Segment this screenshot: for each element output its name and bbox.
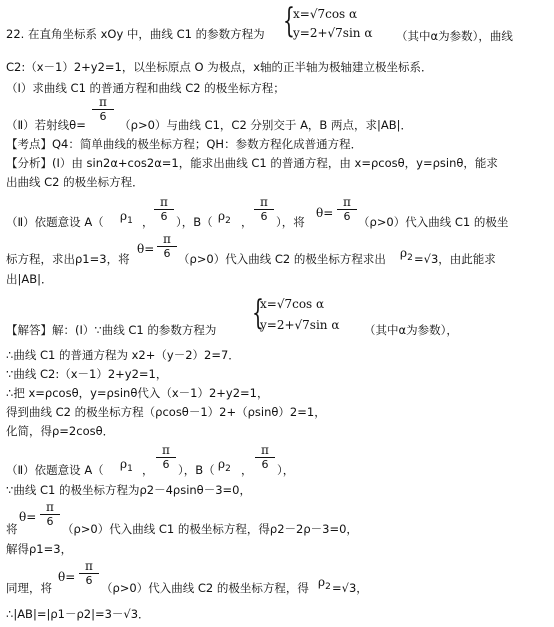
rho: ρ	[218, 209, 226, 223]
solution-line: 同理，将	[6, 581, 52, 595]
denominator: 6	[254, 209, 274, 223]
solution-line: ∴把 x=ρcosθ，y=ρsinθ代入（x－1）2+y2=1，	[6, 386, 269, 400]
problem-line-4	[6, 117, 412, 133]
problem-line-1-tail: （其中α为参数），曲线	[396, 29, 513, 43]
text: ），	[277, 463, 295, 477]
denominator: 6	[79, 573, 99, 587]
denominator: 6	[92, 109, 114, 123]
numerator: π	[46, 500, 54, 514]
fenxi-line-4: 标方程，求出ρ1=3，将	[6, 252, 130, 266]
theta-eq: θ=	[137, 242, 155, 256]
text: =√3，由此能求	[414, 252, 496, 266]
fraction-pi-over-6	[40, 501, 60, 528]
solution-line: ∴曲线 C1 的普通方程为 x2+（y－2）2=7．	[6, 348, 240, 362]
rho-2	[218, 457, 231, 474]
text: （ρ>0）代入曲线 C1 的极坐标方程，得ρ2－2ρ－3=0，	[62, 522, 358, 536]
fenxi-line-5: 出|AB|．	[6, 272, 53, 286]
rho: ρ	[218, 457, 226, 471]
numerator: π	[261, 443, 269, 457]
jieda-line: 【解答】解：(Ⅰ）∵曲线 C1 的参数方程为	[6, 323, 217, 337]
fenxi-line-2: 出曲线 C2 的极坐标方程．	[6, 175, 144, 189]
fraction-pi-over-6	[79, 560, 99, 587]
denominator: 6	[255, 457, 275, 471]
sub: 2	[225, 464, 231, 474]
text: =√3，	[332, 581, 368, 595]
fraction-pi-over-6	[157, 233, 177, 260]
solution-line: （Ⅱ）依题意设 A（	[6, 463, 104, 477]
theta-eq: θ=	[316, 206, 334, 220]
theta-eq: θ=	[19, 510, 37, 524]
text: （ρ>0）代入曲线 C1 的极坐	[358, 215, 509, 229]
comma: ，	[241, 215, 253, 229]
brace: {	[252, 293, 264, 333]
fraction-pi-over-6	[254, 196, 274, 223]
solution-line: ∵曲线 C1 的极坐标方程为ρ2－4ρsinθ－3=0，	[6, 483, 251, 497]
text: （ρ>0）代入曲线 C2 的极坐标方程，得	[101, 581, 309, 595]
solution-line: 解得ρ1=3，	[6, 542, 73, 556]
jieda-tail: （其中α为参数），	[364, 323, 458, 337]
sub: 2	[325, 582, 331, 592]
fraction-pi-over-6	[154, 196, 174, 223]
numerator: π	[162, 443, 170, 457]
theta-eq: θ=	[58, 570, 76, 584]
solution-line: ∵曲线 C2:（x－1）2+y2=1，	[6, 367, 168, 381]
fenxi-line-3: （Ⅱ）依题意设 A（	[6, 215, 104, 229]
rho-1	[120, 209, 133, 226]
fraction-pi-over-6	[255, 444, 275, 471]
brace: {	[283, 1, 295, 41]
rho: ρ	[318, 575, 326, 589]
problem-line-1: 22. 在直角坐标系 xOy 中，曲线 C1 的参数方程为	[6, 27, 265, 41]
numerator: π	[343, 195, 351, 209]
rho-2	[218, 209, 231, 226]
numerator: π	[99, 95, 107, 109]
denominator: 6	[157, 246, 177, 260]
denominator: 6	[156, 457, 176, 471]
sub: 2	[225, 216, 231, 226]
comma: ，	[142, 215, 154, 229]
rho: ρ	[120, 209, 128, 223]
text: ），B（	[178, 463, 215, 477]
fenxi-line-1: 【分析】(Ⅰ）由 sin2α+cos2α=1，能求出曲线 C1 的普通方程，由 x=ρcosθ，y=ρsinθ，能求	[6, 156, 498, 170]
rho-1	[120, 457, 133, 474]
denominator: 6	[40, 514, 60, 528]
param-eq-y: y=2+√7sin α	[293, 26, 373, 40]
numerator: π	[260, 195, 268, 209]
numerator: π	[85, 559, 93, 573]
comma: ，	[241, 463, 253, 477]
text: ），将	[276, 215, 305, 229]
solution-line: 得到曲线 C2 的极坐标方程（ρcosθ－1）2+（ρsinθ）2=1，	[6, 405, 326, 419]
fraction-pi-over-6	[156, 444, 176, 471]
numerator: π	[163, 232, 171, 246]
text: （ρ>0）与曲线 C1，C2 分别交于 A，B 两点，求|AB|．	[119, 118, 412, 132]
rho-2	[400, 246, 413, 263]
param-eq-x: x=√7cos α	[293, 7, 358, 21]
problem-line-2: C2:（x－1）2+y2=1，以坐标原点 O 为极点，x轴的正半轴为极轴建立极坐标系．	[6, 60, 433, 74]
fraction-pi-over-6	[92, 96, 114, 123]
comma: ，	[142, 463, 154, 477]
param-eq-x: x=√7cos α	[260, 297, 325, 311]
numerator: π	[160, 195, 168, 209]
denominator: 6	[154, 209, 174, 223]
param-eq-y: y=2+√7sin α	[260, 318, 340, 332]
sub: 1	[127, 216, 133, 226]
sub: 2	[407, 253, 413, 263]
problem-line-3: （Ⅰ）求曲线 C1 的普通方程和曲线 C2 的极坐标方程；	[6, 81, 285, 95]
rho-2	[318, 575, 331, 592]
rho: ρ	[400, 246, 408, 260]
fraction-pi-over-6	[337, 196, 357, 223]
final-answer: ∴|AB|=|ρ1－ρ2|=3－√3．	[6, 607, 150, 621]
text: （ρ>0）代入曲线 C2 的极坐标方程求出	[178, 252, 386, 266]
text: （Ⅱ）若射线θ=	[6, 118, 86, 132]
solution-line: 化简，得ρ=2cosθ．	[6, 424, 115, 438]
kaodian: 【考点】Q4：简单曲线的极坐标方程；QH：参数方程化成普通方程．	[6, 137, 363, 151]
denominator: 6	[337, 209, 357, 223]
solution-line: 将	[6, 522, 18, 536]
text: ），B（	[176, 215, 213, 229]
sub: 1	[127, 464, 133, 474]
rho: ρ	[120, 457, 128, 471]
